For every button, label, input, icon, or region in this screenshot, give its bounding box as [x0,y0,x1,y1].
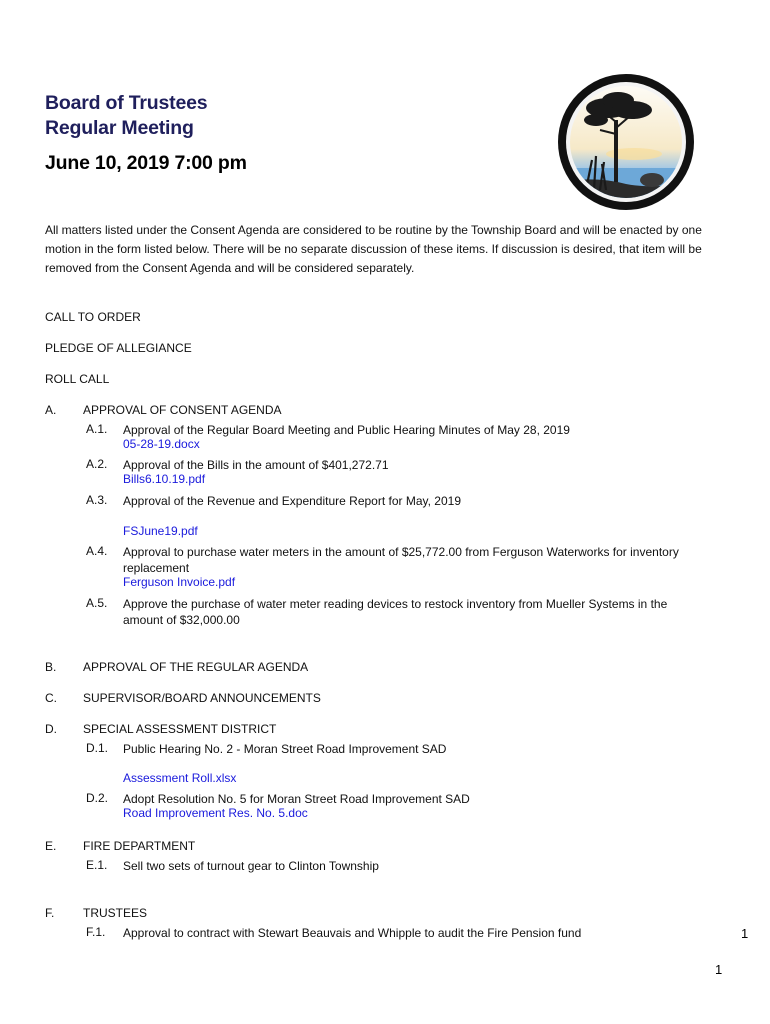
attachment-link-bills[interactable]: Bills6.10.19.pdf [123,472,206,486]
item-number: D.2. [86,791,109,805]
item-text-fire-pension-audit: Approval to contract with Stewart Beauvais and Whipple to audit the Fire Pension fund [123,926,582,940]
section-title-consent-agenda: APPROVAL OF CONSENT AGENDA [83,403,282,417]
section-title-special-assessment: SPECIAL ASSESSMENT DISTRICT [83,722,277,736]
attachment-link-financial-statement[interactable]: FSJune19.pdf [123,524,198,538]
consent-agenda-notice: All matters listed under the Consent Agenda are considered to be routine by the Township Board and will be enacted by one motion in the form listed below. There will be no separate discussion of these items. If discussion is desired, that item will be removed from the Consent Agenda and will be considered separately. [45,223,702,275]
item-number: A.1. [86,422,108,436]
page-number-inner: 1 [741,926,749,941]
attachment-link-resolution[interactable]: Road Improvement Res. No. 5.doc [123,806,308,820]
document-title: Board of Trustees [45,92,208,114]
item-text-public-hearing: Public Hearing No. 2 - Moran Street Road Improvement SAD [123,742,447,756]
item-text-resolution: Adopt Resolution No. 5 for Moran Street Road Improvement SAD [123,792,470,806]
section-letter: B. [45,660,57,674]
item-number: F.1. [86,925,106,939]
pledge-of-allegiance: PLEDGE OF ALLEGIANCE [45,341,192,355]
attachment-link-minutes[interactable]: 05-28-19.docx [123,437,200,451]
call-to-order: CALL TO ORDER [45,310,141,324]
section-title-fire-department: FIRE DEPARTMENT [83,839,196,853]
section-letter: A. [45,403,57,417]
item-text-minutes: Approval of the Regular Board Meeting and Public Hearing Minutes of May 28, 2019 [123,423,570,437]
township-seal-icon [556,72,696,212]
item-number: E.1. [86,858,108,872]
section-letter: D. [45,722,57,736]
item-text-water-meters: Approval to purchase water meters in the amount of $25,772.00 from Ferguson Waterworks for inventory replacement [123,545,679,575]
item-text-revenue-report: Approval of the Revenue and Expenditure Report for May, 2019 [123,494,461,508]
item-number: A.2. [86,457,108,471]
item-text-reading-devices: Approve the purchase of water meter reading devices to restock inventory from Mueller Systems in the amount of $32,000.00 [123,597,668,627]
item-number: A.3. [86,493,108,507]
document-subtitle: Regular Meeting [45,117,194,139]
item-text-turnout-gear: Sell two sets of turnout gear to Clinton Township [123,859,379,873]
section-title-trustees: TRUSTEES [83,906,148,920]
page-number-outer: 1 [715,962,723,977]
attachment-link-ferguson-invoice[interactable]: Ferguson Invoice.pdf [123,575,236,589]
section-title-regular-agenda: APPROVAL OF THE REGULAR AGENDA [83,660,309,674]
meeting-date: June 10, 2019 7:00 pm [45,152,247,174]
section-letter: C. [45,691,57,705]
attachment-link-assessment-roll[interactable]: Assessment Roll.xlsx [123,771,237,785]
item-number: A.4. [86,544,108,558]
item-number: D.1. [86,741,109,755]
section-letter: F. [45,906,55,920]
item-number: A.5. [86,596,108,610]
section-letter: E. [45,839,57,853]
roll-call: ROLL CALL [45,372,110,386]
section-title-announcements: SUPERVISOR/BOARD ANNOUNCEMENTS [83,691,321,705]
item-text-bills: Approval of the Bills in the amount of $401,272.71 [123,458,389,472]
